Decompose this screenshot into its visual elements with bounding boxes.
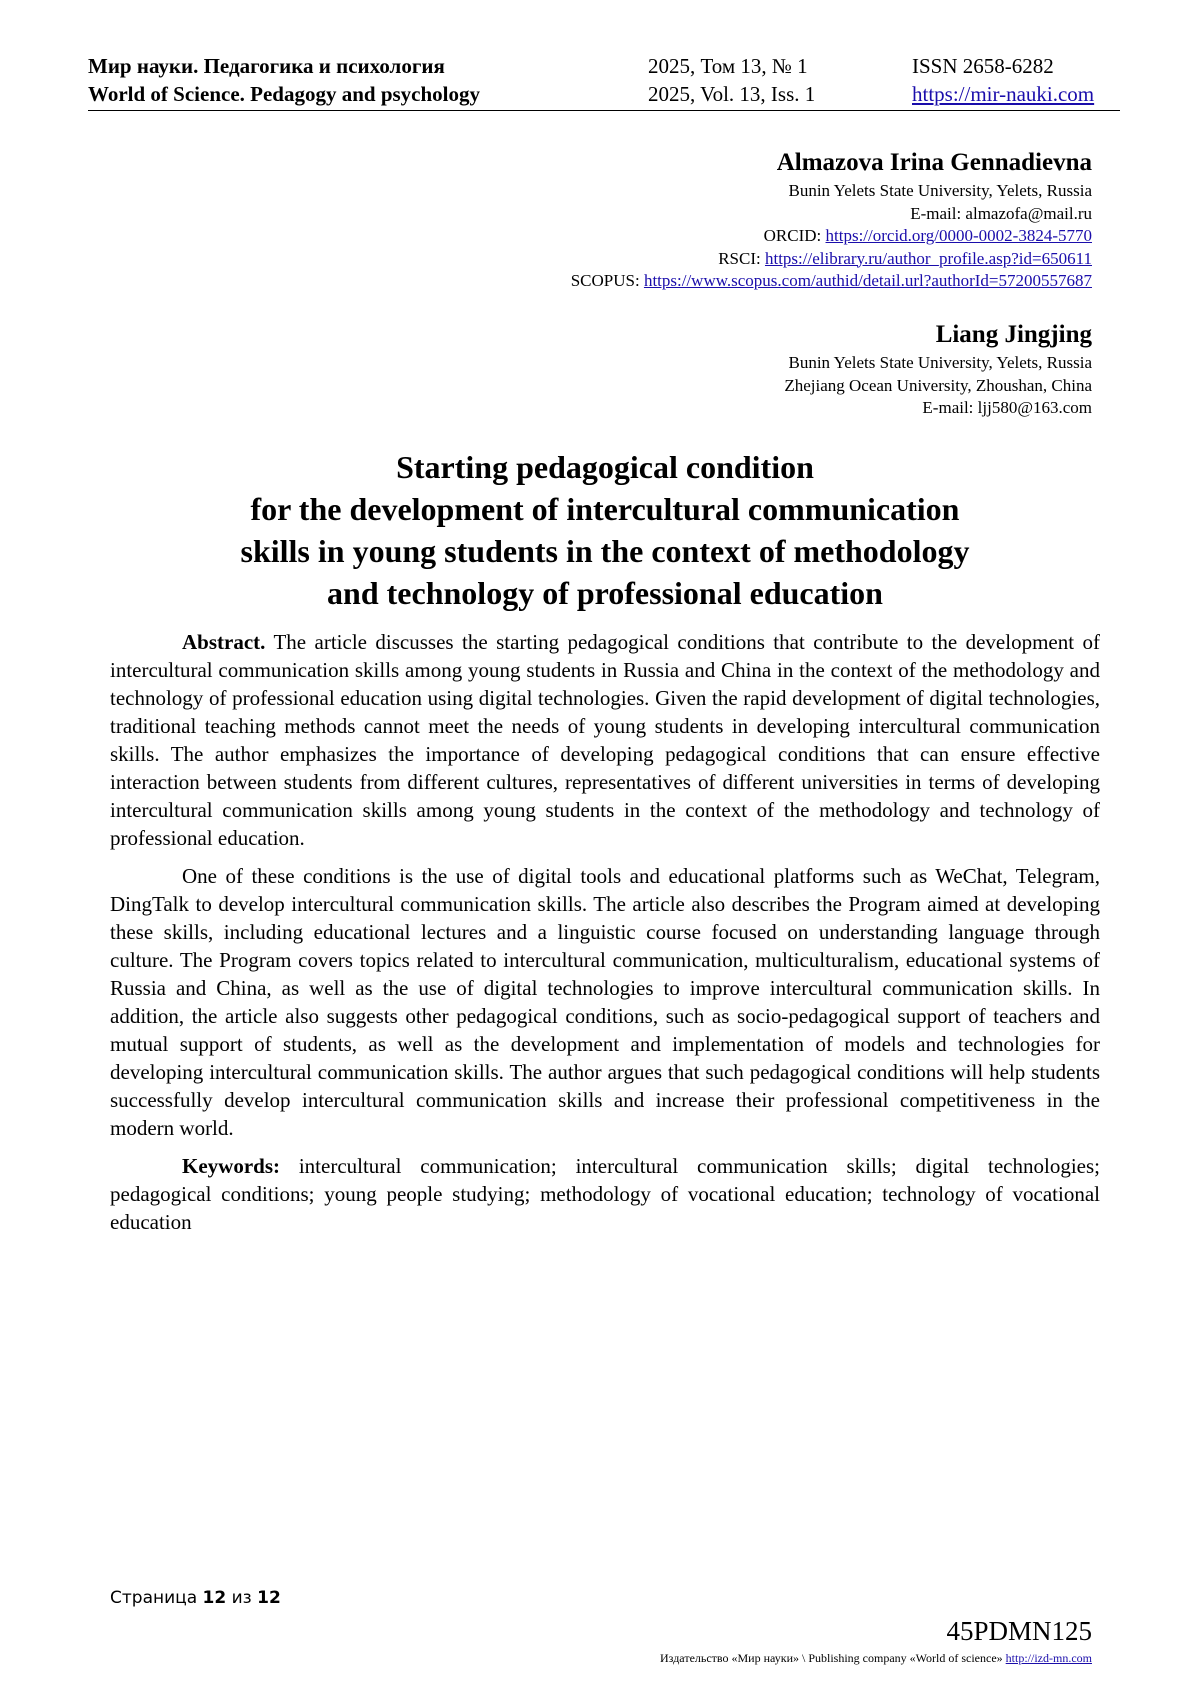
publisher-line [660, 1651, 1092, 1666]
author-name: Liang Jingjing [935, 321, 1092, 348]
scopus-link[interactable]: https://www.scopus.com/authid/detail.url?authorId=57200557687 [643, 271, 1092, 290]
journal-name-en: World of Science. Pedagogy and psychology [88, 82, 481, 106]
scopus-label: SCOPUS: [570, 271, 640, 290]
author-affiliation: Bunin Yelets State University, Yelets, Russia [788, 353, 1092, 372]
title-line: for the development of intercultural communication [250, 491, 960, 527]
journal-names [88, 52, 480, 108]
volume-ru: 2025, Том 13, № 1 [648, 54, 808, 78]
author-email: E-mail: almazofa@mail.ru [910, 203, 1092, 223]
rsci-label: RSCI: [718, 248, 761, 268]
orcid-link[interactable]: https://orcid.org/0000-0002-3824-5770 [825, 226, 1092, 245]
rsci-line [571, 248, 1092, 271]
keywords-text: intercultural communication; intercultural communication skills; digital technologies; pedagogical conditions; young people studying; methodology of vocational education; technology of vocational education [110, 1154, 1100, 1234]
abstract-paragraph-1 [110, 628, 1100, 852]
keywords-paragraph [110, 1152, 1100, 1236]
volume-en: 2025, Vol. 13, Iss. 1 [648, 82, 816, 106]
orcid-label: ORCID: [763, 226, 822, 245]
abstract-label: Abstract. [182, 630, 266, 654]
title-line: Starting pedagogical condition [396, 449, 814, 485]
title-line: skills in young students in the context of methodology [240, 533, 970, 569]
journal-site-link[interactable]: https://mir-nauki.com [912, 82, 1095, 106]
author-affiliation: Bunin Yelets State University, Yelets, Russia [788, 181, 1092, 200]
page-number: 12 [202, 1588, 227, 1608]
author-affiliation-2: Zhejiang Ocean University, Zhoushan, China [784, 375, 1092, 395]
journal-name-ru: Мир науки. Педагогика и психология [88, 54, 445, 78]
journal-header [88, 52, 1120, 111]
page-counter [110, 1588, 281, 1608]
article-title [110, 446, 1100, 614]
rsci-link[interactable]: https://elibrary.ru/author_profile.asp?id=650611 [764, 248, 1092, 268]
issn: ISSN 2658-6282 [912, 54, 1054, 78]
abstract-text-1: The article discusses the starting pedagogical conditions that contribute to the development of intercultural communication skills among young students in Russia and China in the context of the methodology and technology of professional education using digital technologies. Given the rapid development of digital technologies, traditional teaching methods cannot meet the needs of young students in developing intercultural communication skills. The author emphasizes the importance of developing pedagogical conditions that can ensure effective interaction between students from different cultures, representatives of different universities in terms of developing intercultural communication skills among young students in the context of the methodology and technology of professional education. [110, 630, 1100, 850]
page-word: Страница [110, 1588, 203, 1608]
author-name: Almazova Irina Gennadievna [776, 149, 1092, 176]
publisher-text: Издательство «Мир науки» \ Publishing company «World of science» [660, 1651, 1006, 1665]
abstract-section [110, 628, 1100, 1246]
author-block-1 [571, 146, 1092, 293]
journal-ids [912, 52, 1094, 108]
publisher-link[interactable]: http://izd-mn.com [1005, 1651, 1092, 1665]
title-line: and technology of professional education [327, 575, 883, 611]
journal-volume [648, 52, 815, 108]
author-block-2 [784, 318, 1092, 420]
keywords-label: Keywords: [182, 1154, 280, 1178]
page-total: 12 [257, 1588, 281, 1608]
abstract-paragraph-2: One of these conditions is the use of digital tools and educational platforms such as WeChat, Telegram, DingTalk to develop intercultural communication skills. The article also describes the Program aimed at developing these skills, including educational lectures and a linguistic course focused on understanding language through culture. The Program covers topics related to intercultural communication, multiculturalism, educational systems of Russia and China, as well as the use of digital technologies to improve intercultural communication skills. In addition, the article also suggests other pedagogical conditions, such as socio-pedagogical support of teachers and mutual support of students, as well as the development and implementation of models and technologies for developing intercultural communication skills. The author argues that such pedagogical conditions will help students successfully develop intercultural communication skills and increase their professional competitiveness in the modern world. [110, 864, 1100, 1140]
page-of-word: из [226, 1588, 258, 1608]
scopus-line [571, 270, 1092, 293]
article-code: 45PDMN125 [946, 1616, 1092, 1646]
author-email: E-mail: ljj580@163.com [922, 398, 1092, 417]
orcid-line [571, 225, 1092, 248]
